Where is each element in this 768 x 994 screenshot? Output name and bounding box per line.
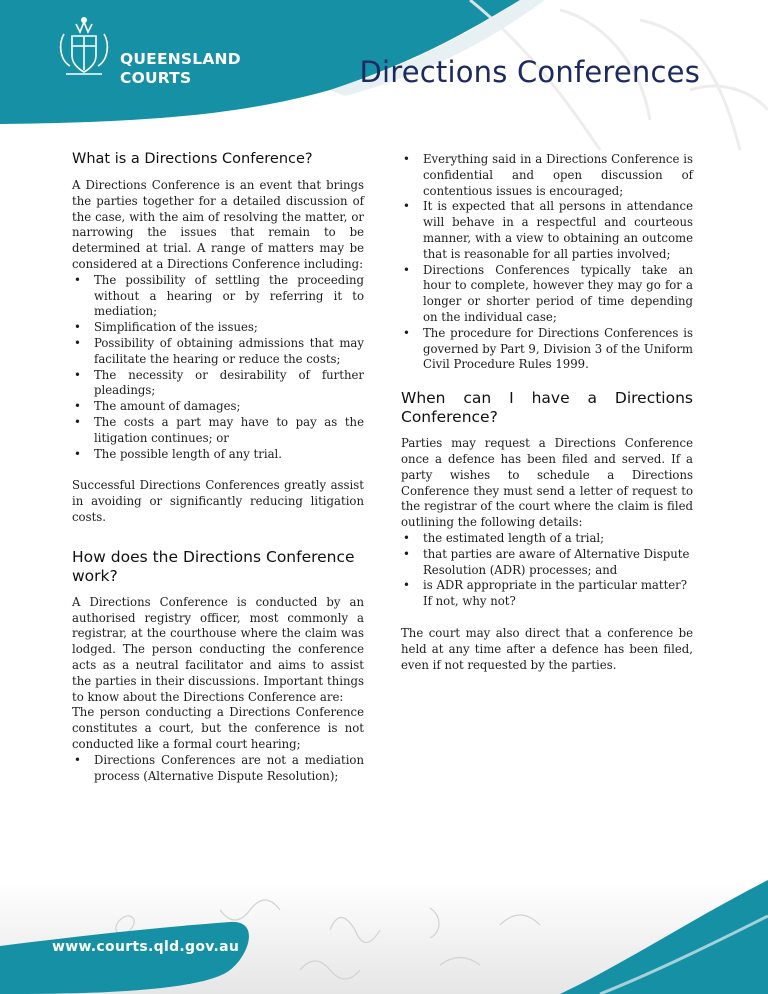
court-paragraph: The person conducting a Directions Conference constitutes a court, but the conference is not conducted like a formal court hearing; bbox=[72, 705, 364, 751]
list-item: • The procedure for Directions Conferences is governed by Part 9, Division 3 of the Uniform Civil Procedure Rules 1999. bbox=[401, 326, 693, 373]
brand-line-2: COURTS bbox=[120, 69, 192, 87]
list-item: • is ADR appropriate in the particular matter? If not, why not? bbox=[401, 578, 693, 610]
matters-list bbox=[72, 273, 364, 463]
direct-paragraph: The court may also direct that a conference be held at any time after a defence has been filed, even if not requested by the parties. bbox=[401, 625, 693, 672]
list-item: • Directions Conferences are not a mediation process (Alternative Dispute Resolution); bbox=[72, 753, 364, 785]
details-list bbox=[401, 531, 693, 610]
list-item: • Possibility of obtaining admissions that may facilitate the hearing or reduce the costs; bbox=[72, 336, 364, 368]
list-item: • Simplification of the issues; bbox=[72, 320, 364, 336]
list-item: • The necessity or desirability of further pleadings; bbox=[72, 368, 364, 400]
list-item: • It is expected that all persons in attendance will behave in a respectful and courteous manner, with a view to obtaining an outcome that is reasonable for all parties involved; bbox=[401, 199, 693, 262]
how-paragraph: A Directions Conference is conducted by an authorised registry officer, most commonly a registrar, at the courthouse where the claim was lodged. The person conducting the conference acts as a neutral facilitator and aims to assist the parties in their discussions. Important things to know about the Directions Conference are: bbox=[72, 594, 364, 704]
heading-what-is: What is a Directions Conference? bbox=[72, 151, 313, 167]
list-item: • Directions Conferences typically take an hour to complete, however they may go for a longer or shorter period of time depending on the individual case; bbox=[401, 263, 693, 326]
important-list bbox=[72, 753, 364, 785]
list-item: • Everything said in a Directions Conference is confidential and open discussion of contentious issues is encouraged; bbox=[401, 152, 693, 199]
heading-when-can: When can I have a Directions Conference? bbox=[401, 389, 693, 427]
page-title: Directions Conferences bbox=[359, 55, 700, 89]
list-item: • that parties are aware of Alternative Dispute Resolution (ADR) processes; and bbox=[401, 547, 693, 579]
list-item: • the estimated length of a trial; bbox=[401, 531, 693, 547]
important-list-continued bbox=[401, 152, 693, 373]
footer-wave-background bbox=[0, 880, 768, 994]
list-item: • The possible length of any trial. bbox=[72, 447, 364, 463]
heading-how-does: How does the Directions Conference work? bbox=[72, 547, 355, 585]
queensland-courts-logo bbox=[54, 14, 244, 104]
list-item: • The possibility of settling the proceeding without a hearing or by referring it to mediation; bbox=[72, 273, 364, 320]
right-column bbox=[401, 152, 693, 673]
list-item: • The costs a part may have to pay as the litigation continues; or bbox=[72, 415, 364, 447]
left-column bbox=[72, 150, 364, 784]
success-paragraph: Successful Directions Conferences greatly assist in avoiding or significantly reducing litigation costs. bbox=[72, 478, 364, 524]
footer-website-link[interactable]: www.courts.qld.gov.au bbox=[52, 939, 240, 955]
list-item: • The amount of damages; bbox=[72, 399, 364, 415]
coat-of-arms-icon bbox=[54, 14, 114, 84]
brand-line-1: QUEENSLAND bbox=[120, 50, 241, 68]
request-paragraph: Parties may request a Directions Conference once a defence has been filed and served. If a party wishes to schedule a Directions Conference they must send a letter of request to the registrar of the court where the claim is filed outlining the following details: bbox=[401, 436, 693, 530]
intro-paragraph: A Directions Conference is an event that brings the parties together for a detailed discussion of the case, with the aim of resolving the matter, or narrowing the issues that remain to be determined at trial. A range of matters may be considered at a Directions Conference including: bbox=[72, 178, 364, 271]
